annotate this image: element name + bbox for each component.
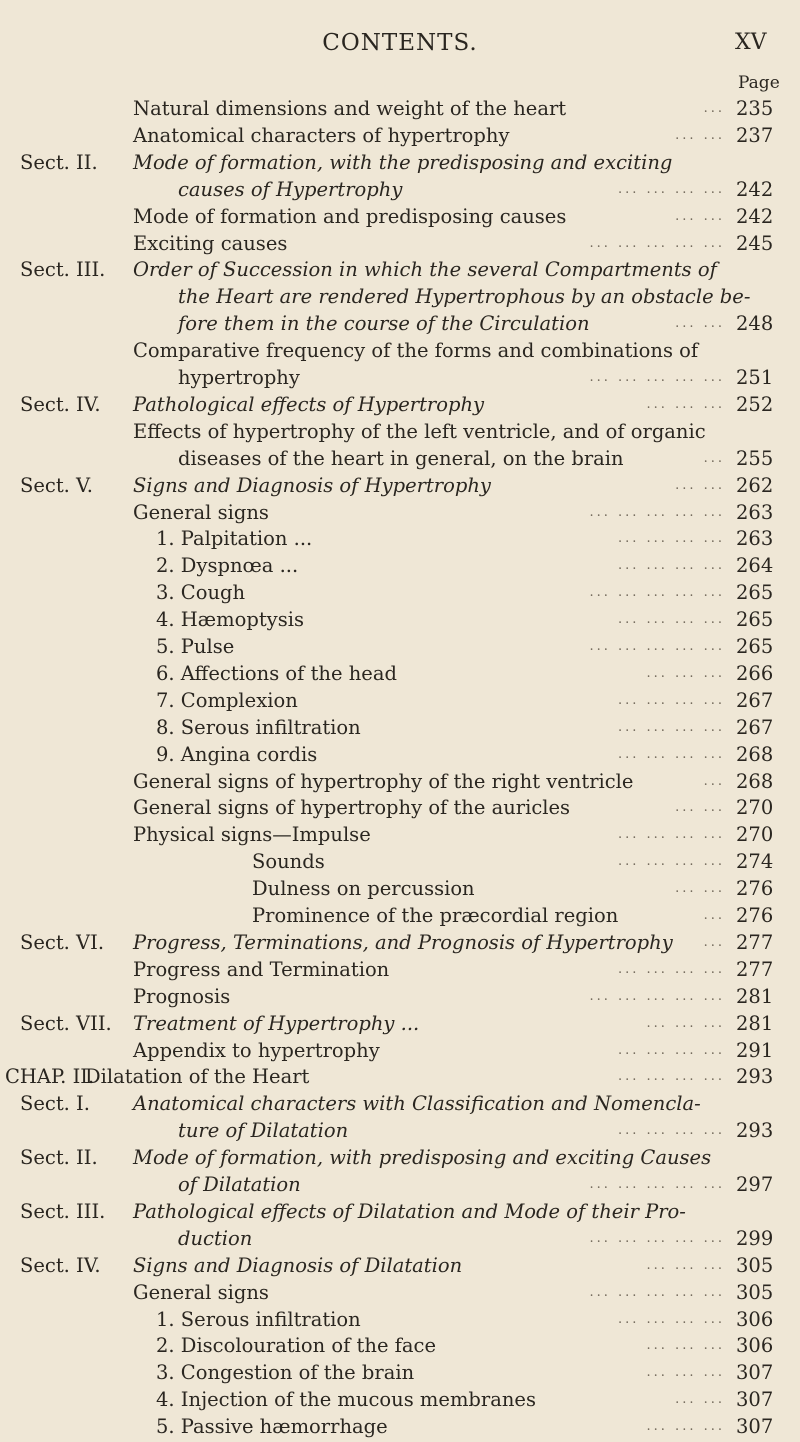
page-number: 306 <box>736 1307 774 1331</box>
entry-title: the Heart are rendered Hypertrophous by an obstacle be- <box>178 285 751 309</box>
toc-entry <box>0 1119 800 1146</box>
entry-title: 4. Hæmoptysis <box>156 608 304 632</box>
entry-title: 6. Affections of the head <box>156 661 397 685</box>
dot-leader: ... ... <box>675 881 725 897</box>
entry-title: General signs <box>133 500 269 524</box>
running-head: CONTENTS. <box>322 30 478 56</box>
entry-title: Anatomical characters with Classification and Nomencla- <box>133 1092 701 1116</box>
toc-entry <box>0 393 800 420</box>
entry-title: 2. Discolouration of the face <box>156 1334 436 1358</box>
section-label: Sect. III. <box>20 258 106 282</box>
dot-leader: ... ... <box>675 800 725 816</box>
entry-title: Treatment of Hypertrophy ... <box>133 1011 420 1035</box>
entry-title: Exciting causes <box>133 231 288 255</box>
entry-title: 5. Passive hæmorrhage <box>156 1415 388 1439</box>
page-number: 277 <box>736 957 774 981</box>
dot-leader: ... ... ... ... <box>618 531 725 547</box>
section-label: Sect. IV. <box>20 1253 101 1277</box>
toc-entry <box>0 608 800 635</box>
entry-title: 7. Complexion <box>156 688 298 712</box>
page-number: 293 <box>736 1119 774 1143</box>
page-number: 291 <box>736 1038 774 1062</box>
toc-entry <box>0 716 800 743</box>
dot-leader: ... <box>703 908 725 923</box>
section-label: Sect. II. <box>20 150 98 174</box>
toc-entry <box>0 1012 800 1039</box>
entry-title: of Dilatation <box>178 1173 301 1196</box>
entry-title: diseases of the heart in general, on the brain <box>178 446 624 470</box>
toc-entry <box>0 1334 800 1361</box>
page-number: 263 <box>736 500 774 524</box>
toc-entry <box>0 1173 800 1200</box>
page-number: 265 <box>736 635 774 658</box>
toc-entry <box>0 232 800 259</box>
page-number: 297 <box>736 1173 774 1196</box>
dot-leader: ... ... ... ... <box>618 1042 725 1058</box>
section-label: Sect. V. <box>20 473 93 497</box>
entry-title: Mode of formation, with predisposing and exciting Causes <box>133 1146 712 1170</box>
page-number: 270 <box>736 796 774 820</box>
toc-entry <box>0 366 800 393</box>
page-number: 235 <box>736 97 774 120</box>
toc-entry <box>0 258 800 285</box>
dot-leader: ... ... <box>675 316 725 332</box>
entry-title: Anatomical characters of hypertrophy <box>133 123 510 147</box>
dot-leader: ... ... ... ... <box>618 612 725 628</box>
toc-entry <box>0 985 800 1012</box>
entry-title: 5. Pulse <box>156 635 235 658</box>
dot-leader: ... ... ... ... <box>618 558 725 574</box>
toc-entry <box>0 554 800 581</box>
toc-entry <box>0 662 800 689</box>
entry-title: 3. Congestion of the brain <box>156 1361 415 1385</box>
entry-title: 1. Palpitation ... <box>156 527 313 551</box>
entry-title: 9. Angina cordis <box>156 742 318 766</box>
page-number: 267 <box>736 715 774 739</box>
entry-title: Mode of formation, with the predisposing and exciting <box>133 150 673 174</box>
dot-leader: ... ... ... ... <box>618 1069 725 1085</box>
dot-leader: ... ... ... ... <box>618 746 725 762</box>
entry-title: Pathological effects of Hypertrophy <box>133 392 485 416</box>
section-label: Sect. VI. <box>20 930 105 954</box>
dot-leader: ... ... ... ... ... <box>589 1177 725 1192</box>
toc-entry <box>0 581 800 608</box>
page-number: 266 <box>736 661 774 685</box>
entry-title: Appendix to hypertrophy <box>133 1038 380 1062</box>
entry-title: Order of Succession in which the several Compartments of <box>133 258 717 282</box>
toc-entry <box>0 1039 800 1066</box>
page-number: 306 <box>736 1334 774 1358</box>
page-number: 305 <box>736 1280 774 1304</box>
toc-entry <box>0 151 800 178</box>
toc-entry <box>0 743 800 770</box>
dot-leader: ... ... <box>675 1392 725 1408</box>
toc-entry <box>0 339 800 366</box>
toc-entry <box>0 1200 800 1227</box>
dot-leader: ... ... ... <box>646 1015 725 1031</box>
page-number: 293 <box>736 1065 774 1089</box>
toc-entry <box>0 420 800 447</box>
dot-leader: ... ... ... <box>646 1365 725 1381</box>
page-number: 245 <box>736 231 774 255</box>
dot-leader: ... ... ... ... <box>618 1123 725 1139</box>
dot-leader: ... ... ... ... ... <box>589 504 725 520</box>
toc-entry <box>0 285 800 312</box>
entry-title: 2. Dyspnœa ... <box>156 554 299 578</box>
dot-leader: ... ... ... <box>646 1338 725 1354</box>
entry-title: Signs and Diagnosis of Dilatation <box>133 1253 463 1277</box>
page-number: 251 <box>736 366 774 389</box>
dot-leader: ... ... <box>675 127 725 143</box>
entry-title: 3. Cough <box>156 581 246 605</box>
toc-entry <box>0 1092 800 1119</box>
toc-entry <box>0 1361 800 1388</box>
page-number: 305 <box>736 1253 774 1277</box>
toc-entry <box>0 124 800 151</box>
dot-leader: ... ... ... ... <box>618 854 725 870</box>
dot-leader: ... ... ... ... ... <box>589 1230 725 1246</box>
toc-entry <box>0 689 800 716</box>
toc-entry <box>0 823 800 850</box>
entry-title: 8. Serous infiltration <box>156 715 361 739</box>
entry-title: duction <box>178 1226 253 1250</box>
entry-title: ture of Dilatation <box>178 1119 349 1143</box>
entry-title: General signs of hypertrophy of the right ventricle <box>133 769 634 793</box>
entry-title: Natural dimensions and weight of the heart <box>133 97 567 120</box>
page-number: 299 <box>736 1226 774 1250</box>
entry-title: Physical signs—Impulse <box>133 823 371 847</box>
page-number: 265 <box>736 608 774 632</box>
entry-title: hypertrophy <box>178 366 300 389</box>
toc-entry <box>0 1388 800 1415</box>
dot-leader: ... ... ... ... <box>618 1311 725 1327</box>
page-number: 262 <box>736 473 774 497</box>
toc-entry <box>0 1308 800 1335</box>
toc-entry <box>0 850 800 877</box>
toc-entry <box>0 1254 800 1281</box>
entry-title: causes of Hypertrophy <box>178 177 403 201</box>
dot-leader: ... <box>703 450 725 466</box>
page-number: 255 <box>736 446 774 470</box>
toc-entry <box>0 1065 800 1092</box>
page-number: 268 <box>736 769 774 793</box>
page-number: 268 <box>736 742 774 766</box>
dot-leader: ... ... ... ... ... <box>589 235 725 251</box>
page-number: 267 <box>736 688 774 712</box>
toc-entry <box>0 1281 800 1308</box>
entry-title: Dulness on percussion <box>252 877 475 901</box>
toc-entry <box>0 1227 800 1254</box>
entry-title: 1. Serous infiltration <box>156 1307 361 1331</box>
dot-leader: ... ... ... <box>646 396 725 412</box>
dot-leader: ... ... ... ... ... <box>589 585 725 601</box>
section-label: Sect. VII. <box>20 1011 112 1035</box>
toc-entry <box>0 1415 800 1442</box>
page-number-roman: XV <box>735 30 767 55</box>
entry-title: Pathological effects of Dilatation and Mode of their Pro- <box>133 1199 686 1223</box>
section-label: CHAP. II. <box>5 1065 95 1089</box>
dot-leader: ... ... ... ... ... <box>589 988 725 1004</box>
dot-leader: ... ... ... ... ... <box>589 1284 725 1300</box>
toc-entry <box>0 527 800 554</box>
page-column-label: Page <box>738 73 780 93</box>
dot-leader: ... ... <box>675 208 725 224</box>
page-number: 263 <box>736 527 774 551</box>
dot-leader: ... ... ... ... <box>618 181 725 197</box>
page-number: 270 <box>736 823 774 847</box>
toc-entry <box>0 958 800 985</box>
page-number: 242 <box>736 204 774 228</box>
entry-title: General signs <box>133 1280 269 1304</box>
section-label: Sect. II. <box>20 1146 98 1170</box>
dot-leader: ... ... ... ... <box>618 827 725 843</box>
toc-entry <box>0 97 800 124</box>
page-number: 276 <box>736 904 774 927</box>
page-number: 281 <box>736 984 774 1008</box>
entry-title: 4. Injection of the mucous membranes <box>156 1388 536 1412</box>
entry-title: Progress and Termination <box>133 957 390 981</box>
dot-leader: ... <box>703 101 725 116</box>
page-number: 252 <box>736 392 774 416</box>
section-label: Sect. I. <box>20 1092 90 1116</box>
toc-entry <box>0 635 800 662</box>
dot-leader: ... ... ... ... ... <box>589 370 725 385</box>
entry-title: Comparative frequency of the forms and combinations of <box>133 339 699 363</box>
toc-entry <box>0 904 800 931</box>
dot-leader: ... <box>703 773 725 789</box>
entry-title: Prominence of the præcordial region <box>252 904 619 927</box>
entry-title: fore them in the course of the Circulation <box>178 312 590 336</box>
entry-title: Signs and Diagnosis of Hypertrophy <box>133 473 491 497</box>
toc-entry <box>0 312 800 339</box>
toc-entry <box>0 877 800 904</box>
dot-leader: ... <box>703 934 725 950</box>
page-number: 277 <box>736 930 774 954</box>
entry-title: Mode of formation and predisposing causes <box>133 204 567 228</box>
dot-leader: ... ... ... <box>646 1419 725 1435</box>
entry-title: Sounds <box>252 850 325 874</box>
toc-entry <box>0 447 800 474</box>
toc-entry <box>0 1146 800 1173</box>
entry-title: Dilatation of the Heart <box>85 1065 310 1089</box>
page-number: 264 <box>736 554 774 578</box>
page-number: 265 <box>736 581 774 605</box>
page-number: 237 <box>736 123 774 147</box>
entry-title: Effects of hypertrophy of the left ventricle, and of organic <box>133 419 706 443</box>
toc-entry <box>0 178 800 205</box>
page-number: 276 <box>736 877 774 901</box>
page-number: 242 <box>736 177 774 201</box>
page-number: 281 <box>736 1011 774 1035</box>
entry-title: Progress, Terminations, and Prognosis of Hypertrophy <box>133 930 673 954</box>
toc-entry <box>0 770 800 797</box>
dot-leader: ... ... ... ... <box>618 961 725 977</box>
section-label: Sect. IV. <box>20 392 101 416</box>
dot-leader: ... ... ... ... <box>618 719 725 735</box>
page-number: 307 <box>736 1388 774 1412</box>
page-number: 307 <box>736 1361 774 1385</box>
entry-title: General signs of hypertrophy of the auricles <box>133 796 571 820</box>
dot-leader: ... ... ... <box>646 1257 725 1273</box>
toc-entry <box>0 474 800 501</box>
dot-leader: ... ... ... <box>646 665 725 681</box>
toc-entry <box>0 501 800 528</box>
page-number: 274 <box>736 850 774 874</box>
toc-entry <box>0 931 800 958</box>
dot-leader: ... ... ... ... ... <box>589 639 725 654</box>
page-number: 307 <box>736 1415 774 1439</box>
entry-title: Prognosis <box>133 984 231 1008</box>
dot-leader: ... ... ... ... <box>618 692 725 708</box>
toc-entry <box>0 796 800 823</box>
dot-leader: ... ... <box>675 477 725 493</box>
section-label: Sect. III. <box>20 1199 106 1223</box>
toc-entry <box>0 205 800 232</box>
page-number: 248 <box>736 312 774 336</box>
